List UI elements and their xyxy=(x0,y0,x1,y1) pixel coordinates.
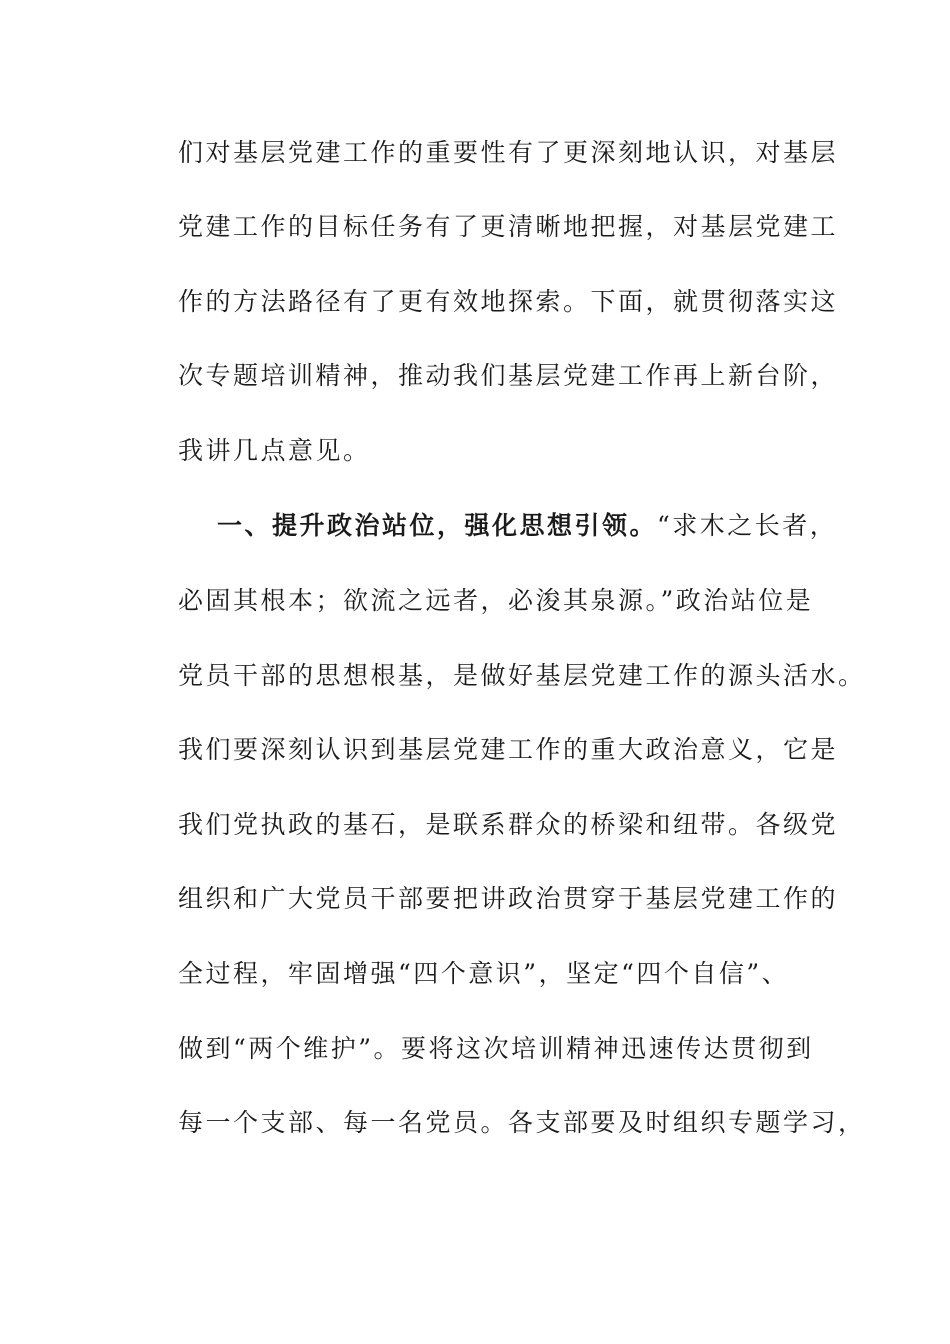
paragraph-line: 我们党执政的基石，是联系群众的桥梁和纽带。各级党 xyxy=(178,810,839,839)
section-heading: 一、提升政治站位，强化思想引领。 xyxy=(217,511,658,540)
paragraph-line: 次专题培训精神，推动我们基层党建工作再上新台阶， xyxy=(178,361,839,390)
paragraph-line: 我讲几点意见。 xyxy=(178,436,371,465)
paragraph-line: 每一个支部、每一名党员。各支部要及时组织专题学习， xyxy=(178,1108,866,1137)
paragraph-line: 做到“两个维护”。要将这次培训精神迅速传达贯彻到 xyxy=(178,1034,814,1063)
paragraph-line: 我们要深刻认识到基层党建工作的重大政治意义，它是 xyxy=(178,735,839,764)
paragraph-line: 全过程，牢固增强“四个意识”，坚定“四个自信”、 xyxy=(178,959,790,988)
section-first-line xyxy=(217,511,837,541)
paragraph-line: 党员干部的思想根基，是做好基层党建工作的源头活水。 xyxy=(178,661,866,690)
quote-start: “求木之长者， xyxy=(657,511,838,540)
paragraph-line: 作的方法路径有了更有效地探索。下面，就贯彻落实这 xyxy=(178,287,839,316)
paragraph-line: 必固其根本；欲流之远者，必浚其泉源。”政治站位是 xyxy=(178,586,814,615)
paragraph-line: 们对基层党建工作的重要性有了更深刻地认识，对基层 xyxy=(178,138,839,167)
paragraph-line: 组织和广大党员干部要把讲政治贯穿于基层党建工作的 xyxy=(178,884,839,913)
paragraph-line: 党建工作的目标任务有了更清晰地把握，对基层党建工 xyxy=(178,212,839,241)
